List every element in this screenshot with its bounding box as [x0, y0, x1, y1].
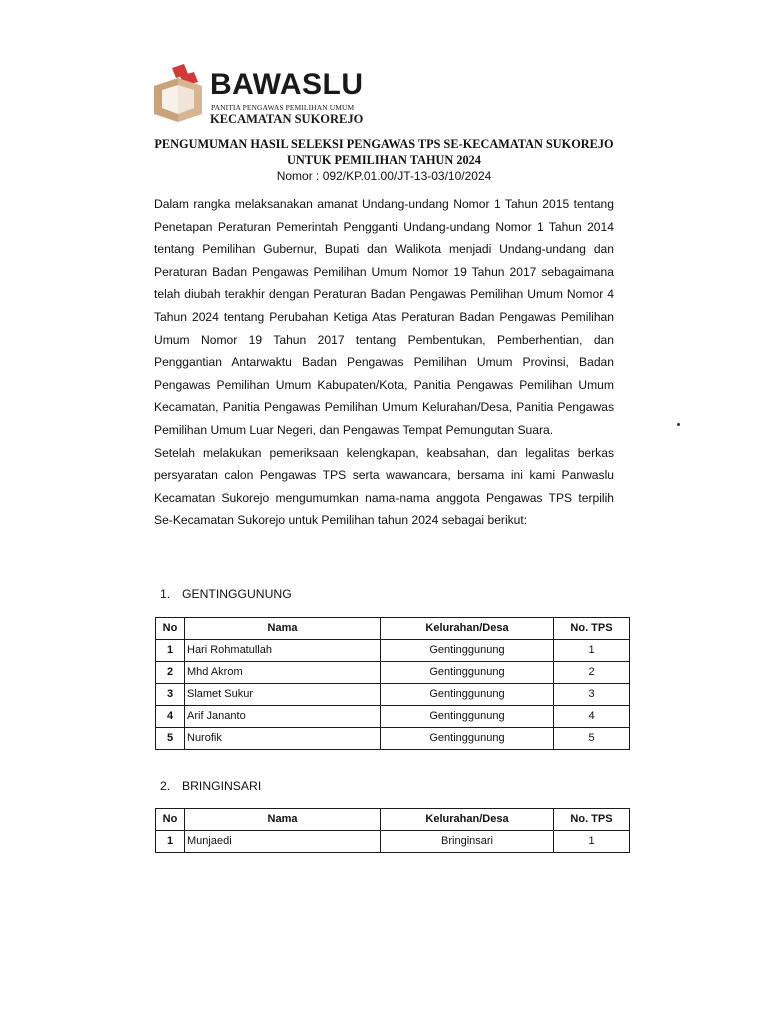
- body-text: [154, 193, 614, 532]
- table-row: [156, 662, 630, 684]
- bawaslu-emblem-icon: [150, 64, 206, 130]
- cell-nama: Slamet Sukur: [185, 684, 381, 706]
- logo-subtitle: PANITIA PENGAWAS PEMILIHAN UMUM: [211, 103, 355, 112]
- cell-desa: Gentinggunung: [381, 662, 554, 684]
- table-row: [156, 706, 630, 728]
- cell-tps: 1: [554, 831, 630, 853]
- cell-desa: Bringinsari: [381, 831, 554, 853]
- cell-nama: Nurofik: [185, 728, 381, 750]
- header-desa: Kelurahan/Desa: [381, 618, 554, 640]
- header-desa: Kelurahan/Desa: [381, 809, 554, 831]
- cell-tps: 2: [554, 662, 630, 684]
- scan-speck: [677, 423, 680, 426]
- table-gentinggunung: [155, 617, 630, 750]
- table-header-row: [156, 809, 630, 831]
- section-number: 1.: [160, 587, 171, 601]
- section-heading-bringinsari: [160, 779, 261, 793]
- cell-tps: 4: [554, 706, 630, 728]
- section-name: BRINGINSARI: [182, 779, 262, 793]
- table-row: [156, 728, 630, 750]
- cell-nama: Mhd Akrom: [185, 662, 381, 684]
- cell-no: 2: [156, 662, 185, 684]
- title-line-1: PENGUMUMAN HASIL SELEKSI PENGAWAS TPS SE-KECAMATAN SUKOREJO: [154, 137, 614, 151]
- table-row: [156, 831, 630, 853]
- table-row: [156, 640, 630, 662]
- cell-nama: Hari Rohmatullah: [185, 640, 381, 662]
- table-header-row: [156, 618, 630, 640]
- cell-tps: 1: [554, 640, 630, 662]
- announcement-title: [150, 136, 618, 184]
- section-heading-gentinggunung: [160, 587, 292, 601]
- document-number: Nomor : 092/KP.01.00/JT-13-03/10/2024: [276, 169, 492, 183]
- cell-desa: Gentinggunung: [381, 728, 554, 750]
- header-tps: No. TPS: [554, 618, 630, 640]
- logo-title: BAWASLU: [210, 68, 364, 101]
- header-nama: Nama: [185, 618, 381, 640]
- cell-nama: Munjaedi: [185, 831, 381, 853]
- cell-no: 1: [156, 640, 185, 662]
- title-line-2: UNTUK PEMILIHAN TAHUN 2024: [287, 153, 481, 167]
- header-no: No: [156, 618, 185, 640]
- table-bringinsari: [155, 808, 630, 853]
- cell-desa: Gentinggunung: [381, 640, 554, 662]
- cell-desa: Gentinggunung: [381, 706, 554, 728]
- cell-desa: Gentinggunung: [381, 684, 554, 706]
- cell-tps: 5: [554, 728, 630, 750]
- cell-nama: Arif Jananto: [185, 706, 381, 728]
- section-number: 2.: [160, 779, 171, 793]
- logo-kecamatan: KECAMATAN SUKOREJO: [210, 112, 364, 126]
- bawaslu-logo: [150, 64, 370, 130]
- header-tps: No. TPS: [554, 809, 630, 831]
- paragraph-1: Dalam rangka melaksanakan amanat Undang-undang Nomor 1 Tahun 2015 tentang Penetapan Peraturan Pemerintah Pengganti Undang-undang Nomor 1 Tahun 2014 tentang Pemilihan Gubernur, Bupati dan Walikota menjadi Undang-undang dan Peraturan Badan Pengawas Pemilihan Umum Nomor 19 Tahun 2017 sebagaimana telah diubah terakhir dengan Peraturan Badan Pengawas Pemilihan Umum Nomor 4 Tahun 2024 tentang Perubahan Ketiga Atas Peraturan Badan Pengawas Pemilihan Umum Nomor 19 Tahun 2017 tentang Pembentukan, Pemberhentian, dan Penggantian Antarwaktu Badan Pengawas Pemilihan Umum Provinsi, Badan Pengawas Pemilihan Umum Kabupaten/Kota, Panitia Pengawas Pemilihan Umum Kecamatan, Panitia Pengawas Pemilihan Umum Kelurahan/Desa, Panitia Pengawas Pemilihan Umum Luar Negeri, dan Pengawas Tempat Pemungutan Suara.: [154, 197, 614, 437]
- header-no: No: [156, 809, 185, 831]
- section-name: GENTINGGUNUNG: [182, 587, 292, 601]
- cell-no: 3: [156, 684, 185, 706]
- paragraph-2: Setelah melakukan pemeriksaan kelengkapan, keabsahan, dan legalitas berkas persyaratan calon Pengawas TPS serta wawancara, bersama ini kami Panwaslu Kecamatan Sukorejo mengumumkan nama-nama anggota Pengawas TPS terpilih Se-Kecamatan Sukorejo untuk Pemilihan tahun 2024 sebagai berikut:: [154, 445, 614, 528]
- cell-tps: 3: [554, 684, 630, 706]
- table-row: [156, 684, 630, 706]
- header-nama: Nama: [185, 809, 381, 831]
- cell-no: 4: [156, 706, 185, 728]
- cell-no: 1: [156, 831, 185, 853]
- cell-no: 5: [156, 728, 185, 750]
